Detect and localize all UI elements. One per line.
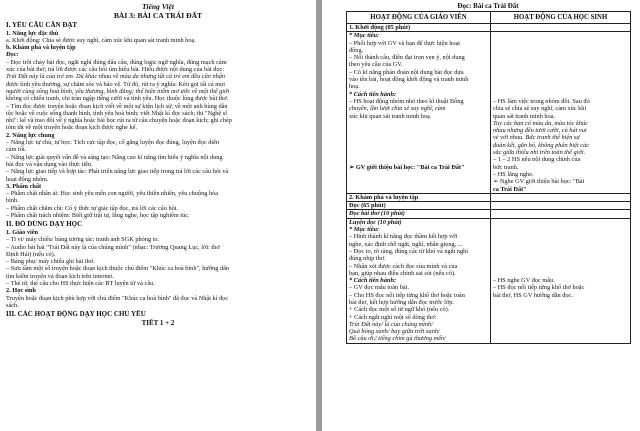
teacher-line: * Cách tiến hành: [349,90,397,98]
lesson-plan-text [6,2,310,328]
teacher-line: – Phối hợp với GV và bạn để thực hiện hoạt [349,39,461,47]
warmup-title: 1. Khởi động (05 phút) [347,24,491,32]
teacher-line: * Mục tiêu: [349,32,380,40]
doc-title: Đọc (65 phút) [347,202,491,210]
empty-cell [491,202,631,210]
student-line [493,47,628,54]
body-line: Trái Đất này là của trẻ em. Dù khác nhau về màu da nhưng tất cả trẻ em đều cần nhận [6,73,226,81]
teacher-line: – Hình thành kĩ năng đọc thầm kết hợp với [349,233,458,241]
warmup-student-cell [491,32,631,194]
lesson-title: BÀI 3: BÀI CA TRÁI ĐẤT [113,11,203,20]
student-line [493,270,628,277]
body-line: – Năng lực giải quyết vấn đề và sáng tạo: Nâng cao kĩ năng tìm hiểu ý nghĩa nội dung [6,153,223,161]
table-header-row [347,12,631,24]
student-line: vẻ với nhau. Bức tranh thể hiện sự [493,134,580,142]
body-line: không có chiến tranh, chỉ tràn ngập tiếng cười và tình yêu. Học thuộc lòng được bài thơ. [6,95,229,103]
header-teacher: HOẠT ĐỘNG CỦA GIÁO VIÊN [347,12,491,24]
teacher-line: hoạ. [349,83,360,91]
body-line: Truyện hoặc đoạn kịch phù hợp với chủ điểm "Khúc ca hoà bình" đã đọc và Nhật kí đọc [6,294,229,302]
body-line: I. YÊU CẦU CẦN ĐẠT [6,21,78,29]
teacher-line: – HS hoạt động nhóm nhỏ theo kĩ thuật Bông [349,97,464,105]
empty-cell [491,210,631,218]
teacher-line: Quả bóng xanh/ bay giữa trời xanh/ [349,328,440,336]
body-line: – Phẩm chất chăm chỉ: Có ý thức tự giác tập đọc, trả lời các câu hỏi. [6,204,179,212]
student-line: – HS đọc nối tiếp từng khổ thơ hoặc [493,284,585,292]
warmup-teacher-cell [347,32,491,194]
body-line: – Bảng phụ/ máy chiếu ghi bài thơ. [6,258,95,266]
student-line [493,40,628,47]
teacher-line: – Nối thành câu, điền đạt trọn vẹn ý, nội dung [349,54,465,62]
body-line: – Đọc trôi chảy bài đọc, ngắt nghỉ đúng dấu câu, đúng logic ngữ nghĩa, đúng mạch cảm [6,58,227,66]
explore-title-row [347,193,631,201]
teacher-line: nghe, xác định chỗ ngắt, nghỉ, nhấn giọng, ... [349,240,463,248]
body-line: – Tìm đọc được truyện hoặc đoạn kịch viết về một sự kiện lịch sử, về một anh hùng dân [6,102,228,110]
student-line [493,32,628,39]
student-line: chia sẻ chia sẻ suy nghĩ, cảm xúc khi [493,105,587,113]
body-line: – Năng lực tự chủ, tự học: Tích cực tập đọc, cố gắng luyện đọc đúng, luyện đọc diễn [6,139,220,147]
teacher-line: đúng nhịp thơ. [349,255,386,263]
student-line [493,91,628,98]
teacher-line: động. [349,46,364,54]
student-line: Tuy các bạn có màu da, màu tóc khác [493,119,588,127]
teacher-line: theo yêu cầu của GV. [349,61,403,69]
student-line: bài thơ, HS GV hướng dẫn đọc. [493,291,573,299]
header-student: HOẠT ĐỘNG CỦA HỌC SINH [491,12,631,24]
student-line [493,61,628,68]
teacher-line: bạn, giúp nhau điều chỉnh sai sót (nếu có). [349,269,456,277]
body-line: 1. Giáo viên [6,228,39,236]
body-line: cảm tốt. [6,146,27,154]
practice-row [347,218,631,343]
body-line: b. Khám phá và luyện tập [6,44,76,52]
practice-title: Luyện đọc (10 phút) [349,218,402,226]
body-line: Đọc: [6,51,19,59]
body-line: nhí": kể và trao đổi về ý nghĩa hoặc bài học rút ra từ câu chuyện hoặc đoạn kịch; ghi chép [6,117,232,125]
empty-cell [491,193,631,201]
student-line: – HS nghe GV đọc mẫu. [493,277,555,285]
body-line: – Sưu tầm một số truyện hoặc đoạn kịch thuộc chủ điểm "Khúc ca hoà bình", hướng dẫn [6,265,230,273]
teacher-line: ➢ GV giới thiệu bài học: "Bài ca Trái Đất" [349,163,465,171]
body-line: tóm tắt về một truyện hoặc đoạn kịch được nghe kể. [6,124,138,132]
body-line: xúc của bài thơ; trả lời được các câu hỏi tìm hiểu bài. Hiểu được nội dung của bài đọc: [6,66,225,74]
body-line: tộc hoặc về cuộc sống thanh bình, tình yêu hoà bình; viết Nhật kí đọc sách; thi "Nghệ sĩ [6,109,227,117]
student-line [493,83,628,90]
body-line: 3. Phẩm chất [6,182,42,190]
student-line [493,219,628,226]
doc-subtitle: Đọc bài thơ (10 phút) [347,210,491,218]
doc-title-row [347,202,631,210]
subject-heading: Tiếng Việt [142,2,174,11]
student-line: bức tranh. [493,163,519,171]
student-line: quan sát tranh minh hoa. [493,112,556,120]
empty-cell [491,24,631,32]
teacher-line: chuyền, lần lượt chia sẻ suy nghĩ, cảm [349,105,446,113]
body-line: – Audio bài hát "Trái Đất này là của chúng mình" (nhạc: Trương Quang Lục, lời: thơ [6,243,220,251]
student-line: sắc giữa thiếu nhi trên toàn thế giới. [493,149,586,157]
body-line: 2. Năng lực chung [6,131,55,139]
lesson-body [6,20,310,319]
teacher-line [349,142,488,149]
activity-table [346,11,631,344]
teacher-line [349,120,488,127]
teacher-line [349,127,488,134]
teacher-line: – Nhận xét được cách đọc của mình và của [349,262,458,270]
student-line [493,233,628,240]
student-line: – HS lắng nghe. [493,170,534,178]
teacher-line [349,149,488,156]
reading-title: Đọc: Bài ca Trái Đất [457,2,519,10]
student-line: – 1 – 2 HS nêu nội dung chính của [493,156,581,164]
body-line: III. CÁC HOẠT ĐỘNG DẠY HỌC CHỦ YẾU [6,310,146,319]
doc-sub-row [347,210,631,218]
body-line: – Thẻ từ, thẻ câu cho HS thực hiện các BT luyện từ và câu. [6,279,155,287]
teacher-line: xúc khi quan sát tranh minh hoạ. [349,112,432,120]
body-line: bình. [6,197,19,205]
body-line: sách. [6,301,19,309]
body-line: Định Hải) (nếu có). [6,250,56,258]
student-line: nhau nhưng đều tươi cười, cả hát vui [493,127,587,135]
body-line: bài đọc và vận dụng vào thực tiễn. [6,160,93,168]
teacher-line: vào tên bài, hoạt động khởi động và tranh minh [349,76,469,84]
body-line: được tình yêu thương, sự chăm sóc và bảo vệ. Từ đó, rút ra ý nghĩa: Kêu gọi tất cả mọi [6,80,226,88]
student-line: ➢ Nghe GV giới thiệu bài học: "Bài [493,178,585,186]
teacher-line: Trái Đất này/ là của chúng mình/ [349,320,433,328]
teacher-line: + Cách ngắt nghỉ một số dòng thơ: [349,313,437,321]
student-line [493,255,628,262]
body-line: hoạt động nhóm. [6,175,49,183]
teacher-line: – Có kĩ năng phán đoán nội dung bài đọc dựa [349,68,464,76]
practice-student-cell [491,218,631,343]
body-line: 1. Năng lực đặc thù [6,29,59,37]
student-line [493,76,628,83]
body-line: a. Khởi động: Chia sẻ được suy nghĩ, cảm xúc khi quan sát tranh minh hoạ. [6,36,196,44]
student-line [493,263,628,270]
body-line: – Ti vi/ máy chiếu/ bảng tương tác; tranh ảnh SGK phóng to. [6,236,160,244]
teacher-line [349,134,488,141]
teacher-line: – GV đọc mẫu toàn bài. [349,284,410,292]
student-line: đoàn kết, gắn bó, không phân biệt các [493,141,590,149]
student-line: – HS làm việc trong nhóm đôi. Sau đó [493,97,590,105]
teacher-line: * Cách tiến hành: [349,277,397,285]
warmup-content-row [347,32,631,194]
body-line: – Phẩm chất nhân ái: Học sinh yêu mến con người, yêu thiên nhiên, yêu chuộng hòa [6,190,219,198]
warmup-title-row [347,24,631,32]
teacher-line: – Đọc to, rõ ràng, đúng các từ khó và ngắt nghỉ [349,247,469,255]
teacher-line: Bồ câu ơi,/ tiếng chim gù thương mến/ [349,335,446,343]
body-line: II. ĐỒ DÙNG DẠY HỌC [6,220,83,229]
practice-teacher-cell [347,218,491,343]
document-page-left [0,0,316,431]
teacher-line: bài thơ, kết hợp hướng dẫn đọc trước lớp. [349,298,454,306]
tiet-heading: TIẾT 1 + 2 [141,318,175,327]
body-line: – Phẩm chất trách nhiệm: Biết giữ trật tự, lắng nghe, học tập nghiêm túc. [6,212,190,220]
teacher-line [349,156,488,163]
body-line: người cùng sống hoà bình, yêu thương, bình đẳng; thể hiện niềm mơ ước về một thế giới [6,87,230,95]
teacher-line: + Cách đọc một số từ ngữ khó (nếu có). [349,306,450,314]
body-line: tìm kiếm truyện và đoạn kịch trên internet. [6,272,114,280]
student-line [493,69,628,76]
teacher-line: – Cho HS đọc nối tiếp từng khổ thơ hoặc toàn [349,291,465,299]
explore-title: 2. Khám phá và luyện tập [347,193,491,201]
teacher-line: * Mục tiêu: [349,226,380,234]
student-line [493,226,628,233]
student-line [493,54,628,61]
student-line [493,248,628,255]
body-line: 2. Học sinh [6,287,36,295]
activity-table-area [346,2,630,344]
document-page-right [322,0,640,431]
student-line [493,241,628,248]
body-line: – Năng lực giao tiếp và hợp tác: Phát triển năng lực giao tiếp trong trả lời các câu hỏi và [6,168,229,176]
student-line: ca Trái Đất" [493,185,527,193]
